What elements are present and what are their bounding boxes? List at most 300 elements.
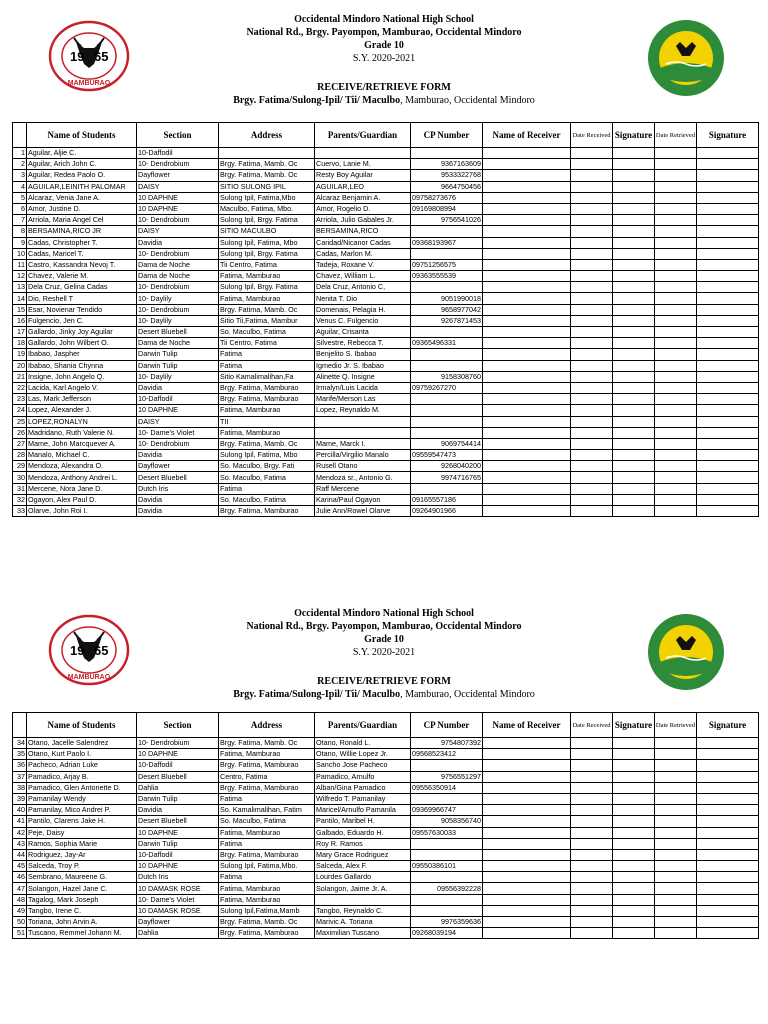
date-received-cell[interactable]	[571, 248, 613, 259]
signature-retrieved-cell[interactable]	[697, 872, 759, 883]
student-name: LOPEZ,RONALYN	[27, 416, 137, 427]
date-received-cell[interactable]	[571, 883, 613, 894]
date-retrieved-cell[interactable]	[655, 315, 697, 326]
row-number: 8	[13, 226, 27, 237]
date-retrieved-cell[interactable]	[655, 450, 697, 461]
signature-retrieved-cell[interactable]	[697, 827, 759, 838]
signature-received-cell[interactable]	[613, 203, 655, 214]
student-name: Otano, Kurt Paolo I.	[27, 749, 137, 760]
signature-received-cell[interactable]	[613, 894, 655, 905]
date-retrieved-cell[interactable]	[655, 827, 697, 838]
signature-received-cell[interactable]	[613, 360, 655, 371]
signature-received-cell[interactable]	[613, 181, 655, 192]
receiver-name-cell[interactable]	[483, 282, 571, 293]
date-received-cell[interactable]	[571, 793, 613, 804]
receiver-name-cell[interactable]	[483, 760, 571, 771]
signature-received-cell[interactable]	[613, 304, 655, 315]
row-number: 10	[13, 248, 27, 259]
signature-retrieved-cell[interactable]	[697, 793, 759, 804]
receiver-name-cell[interactable]	[483, 394, 571, 405]
date-retrieved-cell[interactable]	[655, 181, 697, 192]
student-address: Brgy. Fatima, Mamburao	[219, 928, 315, 939]
date-received-cell[interactable]	[571, 861, 613, 872]
student-section: 10- Daylily	[137, 293, 219, 304]
receiver-name-cell[interactable]	[483, 816, 571, 827]
date-received-cell[interactable]	[571, 738, 613, 749]
signature-retrieved-cell[interactable]	[697, 928, 759, 939]
date-received-cell[interactable]	[571, 438, 613, 449]
signature-received-cell[interactable]	[613, 405, 655, 416]
signature-retrieved-cell[interactable]	[697, 438, 759, 449]
signature-received-cell[interactable]	[613, 394, 655, 405]
signature-retrieved-cell[interactable]	[697, 148, 759, 159]
student-address: So. Kamalimalihan, Fatim	[219, 805, 315, 816]
student-section: DAISY	[137, 416, 219, 427]
date-received-cell[interactable]	[571, 371, 613, 382]
signature-retrieved-cell[interactable]	[697, 382, 759, 393]
signature-retrieved-cell[interactable]	[697, 461, 759, 472]
date-retrieved-cell[interactable]	[655, 849, 697, 860]
barangay-municipality: , Mamburao, Occidental Mindoro	[400, 689, 535, 700]
date-retrieved-cell[interactable]	[655, 771, 697, 782]
date-retrieved-cell[interactable]	[655, 883, 697, 894]
date-received-cell[interactable]	[571, 203, 613, 214]
receiver-name-cell[interactable]	[483, 226, 571, 237]
signature-retrieved-cell[interactable]	[697, 215, 759, 226]
signature-retrieved-cell[interactable]	[697, 483, 759, 494]
date-received-cell[interactable]	[571, 315, 613, 326]
date-retrieved-cell[interactable]	[655, 304, 697, 315]
receiver-name-cell[interactable]	[483, 749, 571, 760]
student-section: 10 DAPHNE	[137, 192, 219, 203]
student-name: Tagalog, Mark Joseph	[27, 894, 137, 905]
date-retrieved-cell[interactable]	[655, 760, 697, 771]
signature-received-cell[interactable]	[613, 905, 655, 916]
signature-retrieved-cell[interactable]	[697, 338, 759, 349]
signature-retrieved-cell[interactable]	[697, 838, 759, 849]
receiver-name-cell[interactable]	[483, 461, 571, 472]
date-received-cell[interactable]	[571, 917, 613, 928]
signature-retrieved-cell[interactable]	[697, 883, 759, 894]
date-retrieved-cell[interactable]	[655, 349, 697, 360]
receiver-name-cell[interactable]	[483, 371, 571, 382]
signature-received-cell[interactable]	[613, 159, 655, 170]
date-received-cell[interactable]	[571, 749, 613, 760]
signature-received-cell[interactable]	[613, 883, 655, 894]
school-address: National Rd., Brgy. Payompon, Mamburao, Occidental Mindoro	[246, 621, 522, 632]
receiver-name-cell[interactable]	[483, 793, 571, 804]
signature-received-cell[interactable]	[613, 849, 655, 860]
signature-retrieved-cell[interactable]	[697, 450, 759, 461]
date-retrieved-cell[interactable]	[655, 382, 697, 393]
date-retrieved-cell[interactable]	[655, 327, 697, 338]
date-received-cell[interactable]	[571, 382, 613, 393]
date-retrieved-cell[interactable]	[655, 405, 697, 416]
signature-received-cell[interactable]	[613, 271, 655, 282]
date-received-cell[interactable]	[571, 894, 613, 905]
receiver-name-cell[interactable]	[483, 338, 571, 349]
signature-retrieved-cell[interactable]	[697, 917, 759, 928]
signature-retrieved-cell[interactable]	[697, 805, 759, 816]
signature-received-cell[interactable]	[613, 793, 655, 804]
receiver-name-cell[interactable]	[483, 905, 571, 916]
signature-received-cell[interactable]	[613, 461, 655, 472]
signature-received-cell[interactable]	[613, 371, 655, 382]
date-retrieved-cell[interactable]	[655, 816, 697, 827]
signature-retrieved-cell[interactable]	[697, 738, 759, 749]
row-number: 31	[13, 483, 27, 494]
receiver-name-cell[interactable]	[483, 872, 571, 883]
receiver-name-cell[interactable]	[483, 483, 571, 494]
signature-received-cell[interactable]	[613, 483, 655, 494]
date-received-cell[interactable]	[571, 849, 613, 860]
date-retrieved-cell[interactable]	[655, 203, 697, 214]
date-retrieved-cell[interactable]	[655, 427, 697, 438]
date-received-cell[interactable]	[571, 148, 613, 159]
date-received-cell[interactable]	[571, 494, 613, 505]
signature-received-cell[interactable]	[613, 861, 655, 872]
date-retrieved-cell[interactable]	[655, 472, 697, 483]
student-section: 10- Daylily	[137, 371, 219, 382]
receiver-name-cell[interactable]	[483, 159, 571, 170]
table-row	[13, 793, 759, 804]
student-section: 10 DAPHNE	[137, 827, 219, 838]
date-retrieved-cell[interactable]	[655, 282, 697, 293]
receiver-name-cell[interactable]	[483, 917, 571, 928]
row-number: 29	[13, 461, 27, 472]
student-name: Madridano, Ruth Valerie N.	[27, 427, 137, 438]
signature-retrieved-cell[interactable]	[697, 237, 759, 248]
student-section: 10- Dame's Violet	[137, 894, 219, 905]
cp-number	[411, 760, 483, 771]
date-received-cell[interactable]	[571, 827, 613, 838]
date-retrieved-cell[interactable]	[655, 170, 697, 181]
receiver-name-cell[interactable]	[483, 472, 571, 483]
receiver-name-cell[interactable]	[483, 170, 571, 181]
signature-retrieved-cell[interactable]	[697, 203, 759, 214]
date-retrieved-cell[interactable]	[655, 461, 697, 472]
signature-received-cell[interactable]	[613, 917, 655, 928]
signature-received-cell[interactable]	[613, 771, 655, 782]
signature-retrieved-cell[interactable]	[697, 494, 759, 505]
date-received-cell[interactable]	[571, 450, 613, 461]
date-received-cell[interactable]	[571, 293, 613, 304]
date-retrieved-cell[interactable]	[655, 483, 697, 494]
date-retrieved-cell[interactable]	[655, 782, 697, 793]
signature-received-cell[interactable]	[613, 827, 655, 838]
receiver-name-cell[interactable]	[483, 360, 571, 371]
signature-received-cell[interactable]	[613, 928, 655, 939]
date-received-cell[interactable]	[571, 782, 613, 793]
signature-received-cell[interactable]	[613, 226, 655, 237]
signature-retrieved-cell[interactable]	[697, 472, 759, 483]
cp-number: 9754807392	[411, 738, 483, 749]
student-address: Brgy. Fatima, Mamb. Oc	[219, 304, 315, 315]
date-retrieved-cell[interactable]	[655, 838, 697, 849]
signature-received-cell[interactable]	[613, 170, 655, 181]
date-retrieved-cell[interactable]	[655, 215, 697, 226]
signature-received-cell[interactable]	[613, 248, 655, 259]
signature-retrieved-cell[interactable]	[697, 327, 759, 338]
signature-received-cell[interactable]	[613, 872, 655, 883]
receiver-name-cell[interactable]	[483, 293, 571, 304]
table-row	[13, 271, 759, 282]
receiver-name-cell[interactable]	[483, 506, 571, 517]
signature-retrieved-cell[interactable]	[697, 192, 759, 203]
student-address: Fatima, Mamburao	[219, 405, 315, 416]
cp-number: 9069754414	[411, 438, 483, 449]
date-received-cell[interactable]	[571, 394, 613, 405]
signature-retrieved-cell[interactable]	[697, 293, 759, 304]
receiver-name-cell[interactable]	[483, 771, 571, 782]
receiver-name-cell[interactable]	[483, 416, 571, 427]
signature-received-cell[interactable]	[613, 293, 655, 304]
date-retrieved-cell[interactable]	[655, 872, 697, 883]
signature-received-cell[interactable]	[613, 215, 655, 226]
date-received-cell[interactable]	[571, 427, 613, 438]
receiver-name-cell[interactable]	[483, 782, 571, 793]
date-received-cell[interactable]	[571, 816, 613, 827]
date-retrieved-cell[interactable]	[655, 271, 697, 282]
school-address: National Rd., Brgy. Payompon, Mamburao, Occidental Mindoro	[246, 27, 522, 38]
signature-received-cell[interactable]	[613, 327, 655, 338]
date-received-cell[interactable]	[571, 483, 613, 494]
signature-retrieved-cell[interactable]	[697, 170, 759, 181]
date-received-cell[interactable]	[571, 928, 613, 939]
receiver-name-cell[interactable]	[483, 427, 571, 438]
date-received-cell[interactable]	[571, 905, 613, 916]
receiver-name-cell[interactable]	[483, 827, 571, 838]
date-retrieved-cell[interactable]	[655, 159, 697, 170]
signature-retrieved-cell[interactable]	[697, 371, 759, 382]
date-retrieved-cell[interactable]	[655, 749, 697, 760]
receiver-name-cell[interactable]	[483, 237, 571, 248]
date-retrieved-cell[interactable]	[655, 928, 697, 939]
signature-received-cell[interactable]	[613, 472, 655, 483]
signature-retrieved-cell[interactable]	[697, 506, 759, 517]
signature-retrieved-cell[interactable]	[697, 349, 759, 360]
date-retrieved-cell[interactable]	[655, 506, 697, 517]
parent-guardian: Salceda, Alex F.	[315, 861, 411, 872]
signature-retrieved-cell[interactable]	[697, 360, 759, 371]
receiver-name-cell[interactable]	[483, 304, 571, 315]
date-retrieved-cell[interactable]	[655, 905, 697, 916]
signature-received-cell[interactable]	[613, 282, 655, 293]
signature-retrieved-cell[interactable]	[697, 782, 759, 793]
signature-received-cell[interactable]	[613, 259, 655, 270]
signature-retrieved-cell[interactable]	[697, 282, 759, 293]
date-retrieved-cell[interactable]	[655, 861, 697, 872]
receiver-name-cell[interactable]	[483, 805, 571, 816]
signature-received-cell[interactable]	[613, 494, 655, 505]
date-received-cell[interactable]	[571, 282, 613, 293]
date-received-cell[interactable]	[571, 349, 613, 360]
receiver-name-cell[interactable]	[483, 315, 571, 326]
signature-received-cell[interactable]	[613, 760, 655, 771]
date-retrieved-cell[interactable]	[655, 148, 697, 159]
signature-received-cell[interactable]	[613, 816, 655, 827]
signature-received-cell[interactable]	[613, 382, 655, 393]
receiver-name-cell[interactable]	[483, 405, 571, 416]
date-retrieved-cell[interactable]	[655, 248, 697, 259]
cp-number: 9268040200	[411, 461, 483, 472]
student-name: Pamanilay Wendy	[27, 793, 137, 804]
date-retrieved-cell[interactable]	[655, 494, 697, 505]
date-retrieved-cell[interactable]	[655, 805, 697, 816]
signature-received-cell[interactable]	[613, 315, 655, 326]
signature-retrieved-cell[interactable]	[697, 304, 759, 315]
date-retrieved-cell[interactable]	[655, 793, 697, 804]
date-retrieved-cell[interactable]	[655, 259, 697, 270]
receiver-name-cell[interactable]	[483, 203, 571, 214]
date-received-cell[interactable]	[571, 181, 613, 192]
receiver-name-cell[interactable]	[483, 494, 571, 505]
receiver-name-cell[interactable]	[483, 248, 571, 259]
receiver-name-cell[interactable]	[483, 327, 571, 338]
student-name: Esar, Novienar Tendido	[27, 304, 137, 315]
table-row	[13, 928, 759, 939]
receiver-name-cell[interactable]	[483, 215, 571, 226]
table-row	[13, 282, 759, 293]
date-received-cell[interactable]	[571, 237, 613, 248]
date-received-cell[interactable]	[571, 192, 613, 203]
date-received-cell[interactable]	[571, 226, 613, 237]
date-received-cell[interactable]	[571, 416, 613, 427]
student-address: Brgy. Fatima, Mamburao	[219, 760, 315, 771]
date-received-cell[interactable]	[571, 327, 613, 338]
receiver-name-cell[interactable]	[483, 148, 571, 159]
signature-received-cell[interactable]	[613, 838, 655, 849]
signature-received-cell[interactable]	[613, 237, 655, 248]
signature-received-cell[interactable]	[613, 427, 655, 438]
signature-retrieved-cell[interactable]	[697, 771, 759, 782]
receiver-name-cell[interactable]	[483, 861, 571, 872]
date-received-cell[interactable]	[571, 461, 613, 472]
signature-received-cell[interactable]	[613, 749, 655, 760]
date-received-cell[interactable]	[571, 170, 613, 181]
signature-received-cell[interactable]	[613, 192, 655, 203]
roster-table	[12, 712, 759, 939]
student-section: Darwin Tulip	[137, 349, 219, 360]
date-retrieved-cell[interactable]	[655, 192, 697, 203]
date-received-cell[interactable]	[571, 872, 613, 883]
receiver-name-cell[interactable]	[483, 259, 571, 270]
signature-retrieved-cell[interactable]	[697, 405, 759, 416]
signature-retrieved-cell[interactable]	[697, 816, 759, 827]
date-received-cell[interactable]	[571, 304, 613, 315]
date-retrieved-cell[interactable]	[655, 360, 697, 371]
date-received-cell[interactable]	[571, 159, 613, 170]
receiver-name-cell[interactable]	[483, 450, 571, 461]
signature-received-cell[interactable]	[613, 450, 655, 461]
date-received-cell[interactable]	[571, 259, 613, 270]
signature-retrieved-cell[interactable]	[697, 427, 759, 438]
receiver-name-cell[interactable]	[483, 181, 571, 192]
receiver-name-cell[interactable]	[483, 883, 571, 894]
receiver-name-cell[interactable]	[483, 849, 571, 860]
signature-retrieved-cell[interactable]	[697, 259, 759, 270]
date-received-cell[interactable]	[571, 771, 613, 782]
date-received-cell[interactable]	[571, 338, 613, 349]
date-received-cell[interactable]	[571, 506, 613, 517]
signature-retrieved-cell[interactable]	[697, 894, 759, 905]
date-retrieved-cell[interactable]	[655, 293, 697, 304]
signature-retrieved-cell[interactable]	[697, 416, 759, 427]
signature-received-cell[interactable]	[613, 338, 655, 349]
date-retrieved-cell[interactable]	[655, 438, 697, 449]
date-retrieved-cell[interactable]	[655, 894, 697, 905]
date-retrieved-cell[interactable]	[655, 394, 697, 405]
receiver-name-cell[interactable]	[483, 382, 571, 393]
table-row	[13, 917, 759, 928]
date-retrieved-cell[interactable]	[655, 226, 697, 237]
parent-guardian: Alcaraz Benjamin A.	[315, 192, 411, 203]
date-retrieved-cell[interactable]	[655, 371, 697, 382]
signature-retrieved-cell[interactable]	[697, 749, 759, 760]
receiver-name-cell[interactable]	[483, 894, 571, 905]
signature-retrieved-cell[interactable]	[697, 315, 759, 326]
date-retrieved-cell[interactable]	[655, 237, 697, 248]
receiver-name-cell[interactable]	[483, 838, 571, 849]
signature-retrieved-cell[interactable]	[697, 861, 759, 872]
signature-retrieved-cell[interactable]	[697, 905, 759, 916]
signature-retrieved-cell[interactable]	[697, 226, 759, 237]
signature-retrieved-cell[interactable]	[697, 760, 759, 771]
signature-retrieved-cell[interactable]	[697, 271, 759, 282]
receiver-name-cell[interactable]	[483, 192, 571, 203]
student-section: 10 DAPHNE	[137, 203, 219, 214]
signature-received-cell[interactable]	[613, 349, 655, 360]
signature-received-cell[interactable]	[613, 782, 655, 793]
date-received-cell[interactable]	[571, 805, 613, 816]
date-received-cell[interactable]	[571, 472, 613, 483]
row-number: 6	[13, 203, 27, 214]
date-received-cell[interactable]	[571, 405, 613, 416]
date-received-cell[interactable]	[571, 838, 613, 849]
date-received-cell[interactable]	[571, 271, 613, 282]
date-retrieved-cell[interactable]	[655, 338, 697, 349]
signature-received-cell[interactable]	[613, 416, 655, 427]
signature-received-cell[interactable]	[613, 148, 655, 159]
signature-retrieved-cell[interactable]	[697, 394, 759, 405]
parent-guardian: AGUILAR,LEO	[315, 181, 411, 192]
date-retrieved-cell[interactable]	[655, 917, 697, 928]
student-section: Dayflower	[137, 917, 219, 928]
signature-received-cell[interactable]	[613, 438, 655, 449]
date-retrieved-cell[interactable]	[655, 738, 697, 749]
signature-received-cell[interactable]	[613, 738, 655, 749]
signature-retrieved-cell[interactable]	[697, 181, 759, 192]
receiver-name-cell[interactable]	[483, 349, 571, 360]
date-received-cell[interactable]	[571, 215, 613, 226]
student-section: 10- Daylily	[137, 315, 219, 326]
signature-retrieved-cell[interactable]	[697, 159, 759, 170]
receiver-name-cell[interactable]	[483, 738, 571, 749]
date-retrieved-cell[interactable]	[655, 416, 697, 427]
row-number: 22	[13, 382, 27, 393]
signature-received-cell[interactable]	[613, 506, 655, 517]
signature-retrieved-cell[interactable]	[697, 248, 759, 259]
date-received-cell[interactable]	[571, 360, 613, 371]
cp-number: 9974716765	[411, 472, 483, 483]
signature-retrieved-cell[interactable]	[697, 849, 759, 860]
date-received-cell[interactable]	[571, 760, 613, 771]
signature-received-cell[interactable]	[613, 805, 655, 816]
parent-guardian: Venus C. Fulgencio	[315, 315, 411, 326]
receiver-name-cell[interactable]	[483, 271, 571, 282]
receiver-name-cell[interactable]	[483, 438, 571, 449]
receiver-name-cell[interactable]	[483, 928, 571, 939]
